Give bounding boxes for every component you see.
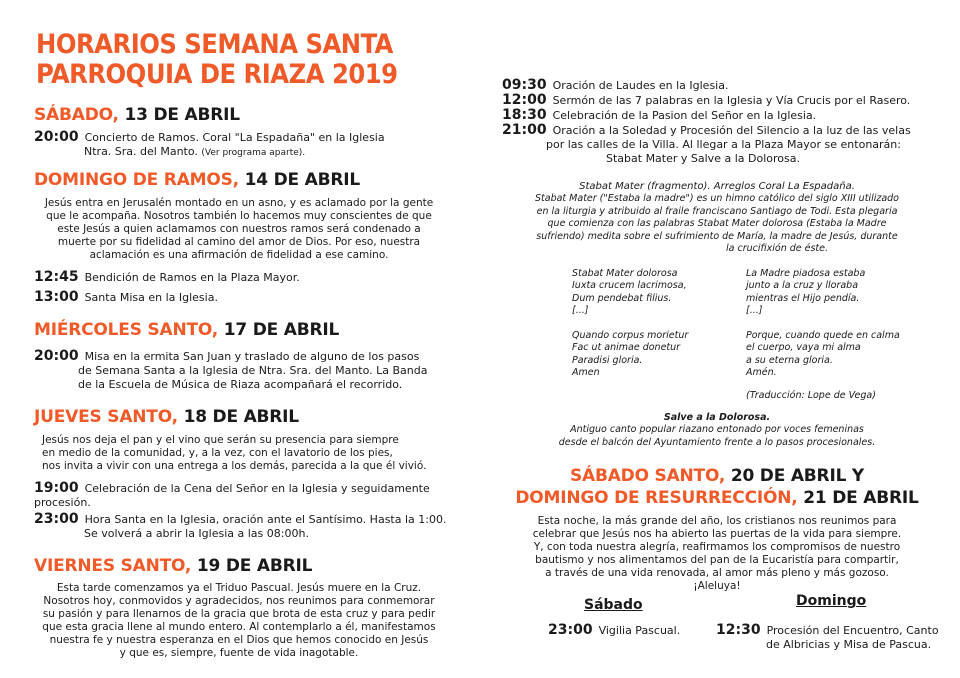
heading-jueves: JUEVES SANTO, 18 DE ABRIL bbox=[34, 407, 299, 427]
verse-latin-1: Stabat Mater dolorosa Iuxta crucem lacrimosa, Dum pendebat filius. [...] bbox=[572, 267, 687, 316]
paragraph-domingo-ramos: Jesús entra en Jerusalén montado en un asno, y es aclamado por la gente que le acompaña. Nosotros también lo hacemos muy conscientes de que este Jesús a quien aclamamos con nuestros ramos será condenado a muerte por su fidelidad al camino del amor de Dios. Por eso, nuestra aclamación es una afirmación de fidelidad a ese camino. bbox=[44, 197, 434, 261]
label-domingo: Domingo bbox=[796, 593, 867, 609]
left-column bbox=[34, 104, 474, 660]
page-title bbox=[36, 30, 398, 90]
section-sabado-santo bbox=[502, 465, 932, 593]
salve-title: Salve a la Dolorosa. bbox=[663, 411, 771, 423]
event-miercoles: 20:00 Misa en la ermita San Juan y traslado de alguno de los pasos de Semana Santa a la Iglesia de Ntra. Sra. del Manto. La Banda de la Escuela de Música de Riaza acompañará el recorrido. bbox=[34, 348, 428, 391]
salve-block: Salve a la Dolorosa. Antiguo canto popular riazano entonado por voces femeninas desde el balcón del Ayuntamiento frente a lo pasos procesionales. bbox=[502, 412, 932, 450]
heading-viernes: VIERNES SANTO, 19 DE ABRIL bbox=[34, 556, 313, 576]
section-sabado bbox=[34, 104, 474, 160]
event-laudes: 09:30 Oración de Laudes en la Iglesia. bbox=[502, 77, 729, 93]
heading-domingo-ramos: DOMINGO DE RAMOS, 14 DE ABRIL bbox=[34, 170, 361, 190]
event-cena: 19:00 Celebración de la Cena del Señor en la Iglesia y seguidamente procesión. bbox=[34, 480, 430, 509]
event-encuentro: 12:30 Procesión del Encuentro, Canto de Albricias y Misa de Pascua. bbox=[716, 622, 939, 651]
verse-latin-2: Quando corpus morietur Fac ut animae donetur Paradisi gloria. Amen bbox=[572, 329, 689, 378]
title-line-1: HORARIOS SEMANA SANTA bbox=[36, 29, 393, 60]
stabat-description: Stabat Mater ("Estaba la madre") es un himno católico del siglo XIII utilizado en la liturgia y atribuido al fraile franciscano Santiago de Todi. Esta plegaria que comienza con las palabras Stabat Mater dolorosa (Estaba la Madre sufriendo) medita sobre el sufrimiento de María, la madre de Jesús, durante la crucifixión de éste. bbox=[535, 193, 899, 254]
right-column bbox=[502, 78, 942, 657]
event-bendicion: 12:45 Bendición de Ramos en la Plaza Mayor. bbox=[34, 269, 300, 285]
heading-miercoles: MIÉRCOLES SANTO, 17 DE ABRIL bbox=[34, 320, 340, 340]
stabat-title: Stabat Mater (fragmento). Arreglos Coral La Espadaña. bbox=[579, 181, 855, 192]
verse-spanish-1: La Madre piadosa estaba junto a la cruz y lloraba mientras el Hijo pendía. [...] bbox=[746, 267, 866, 316]
event-vigilia: 23:00 Vigilia Pascual. bbox=[548, 622, 681, 638]
title-line-2: PARROQUIA DE RIAZA 2019 bbox=[36, 59, 398, 90]
event-sabado: 20:00 Concierto de Ramos. Coral "La Espadaña" en la Iglesia Ntra. Sra. del Manto. (Ver programa aparte). bbox=[34, 129, 385, 158]
heading-domingo-resurreccion: DOMINGO DE RESURRECCIÓN, 21 DE ABRIL bbox=[515, 488, 919, 508]
section-miercoles bbox=[34, 319, 474, 392]
event-misa: 13:00 Santa Misa en la Iglesia. bbox=[34, 289, 218, 305]
event-sermon: 12:00 Sermón de las 7 palabras en la Iglesia y Vía Crucis por el Rasero. bbox=[502, 92, 911, 108]
heading-sabado-santo: SÁBADO SANTO, 20 DE ABRIL Y bbox=[569, 466, 865, 486]
stabat-verses bbox=[502, 268, 942, 408]
label-sabado: Sábado bbox=[584, 597, 643, 613]
stabat-mater-block bbox=[502, 180, 932, 256]
heading-sabado: SÁBADO, 13 DE ABRIL bbox=[34, 105, 240, 125]
paragraph-resurreccion: Esta noche, la más grande del año, los cristianos nos reunimos para celebrar que Jesús nos ha abierto las puertas de la vida para siempre. Y, con toda nuestra alegría, reafirmamos los compromisos de nuestro bautismo y nos alimentamos del pan de la Eucaristía para compartir, a través de una vida renovada, al amor más pleno y más gozoso. ¡Aleluya! bbox=[532, 515, 902, 592]
section-jueves bbox=[34, 406, 474, 541]
translation-credit: (Traducción: Lope de Vega) bbox=[746, 389, 876, 401]
section-viernes bbox=[34, 555, 474, 660]
schedule-final bbox=[502, 593, 942, 657]
event-procesion-silencio: 21:00 Oración a la Soledad y Procesión del Silencio a la luz de las velas por las calles de la Villa. Al llegar a la Plaza Mayor se entonarán: Stabat Mater y Salve a la Dolorosa. bbox=[502, 122, 911, 165]
verse-spanish-2: Porque, cuando quede en calma el cuerpo, vaya mi alma a su eterna gloria. Amén. bbox=[746, 329, 900, 378]
event-pasion: 18:30 Celebración de la Pasion del Señor en la Iglesia. bbox=[502, 107, 817, 123]
section-domingo-ramos bbox=[34, 169, 474, 305]
paragraph-jueves: Jesús nos deja el pan y el vino que serán su presencia para siempre en medio de la comunidad, y, a la vez, con el lavatorio de los pies, nos invita a vivir con una entrega a los demás, parecida a la que él vivió. bbox=[42, 434, 427, 472]
paragraph-viernes: Esta tarde comenzamos ya el Triduo Pascual. Jesús muere en la Cruz. Nosotros hoy, conmovidos y agradecidos, nos reunimos para conmemorar su pasión y para llenarnos de la gracia que brota de esta cruz y para pedir que esta gracia llene al mundo entero. Al contemplarlo a él, manifestamos nuestra fe y nuestra esperanza en el Dios que hemos conocido en Jesús y que es, siempre, fuente de vida inagotable. bbox=[42, 582, 436, 659]
event-hora-santa: 23:00 Hora Santa en la Iglesia, oración ante el Santísimo. Hasta la 1:00. Se volverá a abrir la Iglesia a las 08:00h. bbox=[34, 511, 447, 540]
